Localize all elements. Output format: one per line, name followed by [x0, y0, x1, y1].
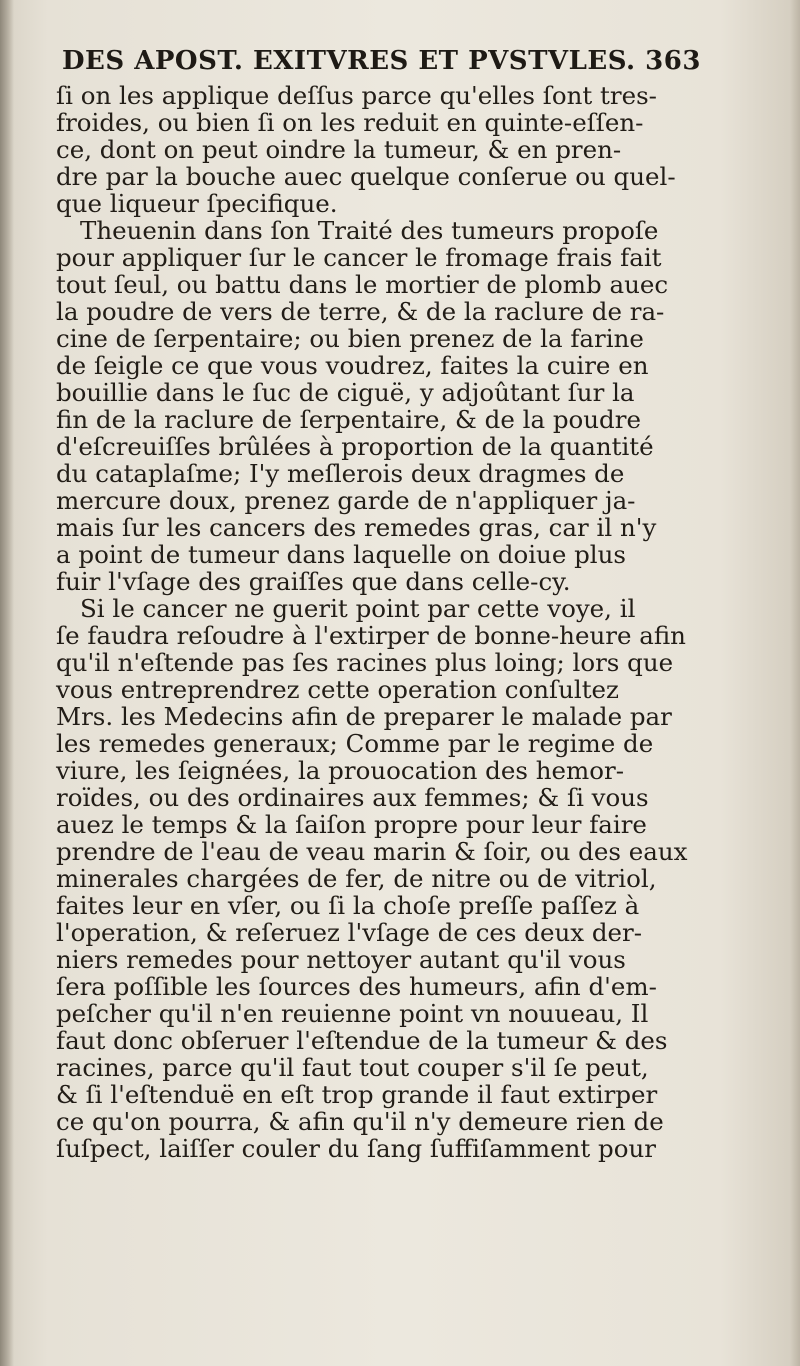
- page-binding-shadow: [0, 0, 14, 1366]
- text-line: racines, parce qu'il faut tout couper s'il ſe peut,: [56, 1053, 649, 1082]
- page-edge-shadow: [790, 0, 800, 1366]
- text-line: ſi on les applique deſſus parce qu'elles ſont tres-: [56, 81, 657, 110]
- running-head: DES APOST. EXITVRES ET PVSTVLES. 363: [62, 46, 701, 76]
- text-line: pour appliquer ſur le cancer le fromage frais fait: [56, 243, 662, 272]
- text-line: de ſeigle ce que vous voudrez, faites la cuire en: [56, 351, 649, 380]
- text-line: les remedes generaux; Comme par le regime de: [56, 729, 654, 758]
- text-line: bouillie dans le ſuc de ciguë, y adjoûtant ſur la: [56, 378, 635, 407]
- text-line: Mrs. les Medecins afin de preparer le malade par: [56, 702, 672, 731]
- text-line: faut donc obſeruer l'eſtendue de la tumeur & des: [56, 1026, 668, 1055]
- text-line: ſuſpect, laiſſer couler du ſang ſuffiſamment pour: [56, 1134, 656, 1163]
- text-line: viure, les ſeignées, la prouocation des hemor-: [56, 756, 624, 785]
- text-line: ſera poſſible les ſources des humeurs, afin d'em-: [56, 972, 657, 1001]
- text-line: tout ſeul, ou battu dans le mortier de plomb auec: [56, 270, 669, 299]
- text-line: roïdes, ou des ordinaires aux femmes; & ſi vous: [56, 783, 649, 812]
- text-line: Theuenin dans ſon Traité des tumeurs propoſe: [80, 216, 659, 245]
- text-line: a point de tumeur dans laquelle on doiue plus: [56, 540, 626, 569]
- text-line: ce, dont on peut oindre la tumeur, & en pren-: [56, 135, 622, 164]
- text-line: cine de ſerpentaire; ou bien prenez de la farine: [56, 324, 644, 353]
- text-line: d'eſcreuiſſes brûlées à proportion de la quantité: [56, 432, 654, 461]
- text-line: minerales chargées de fer, de nitre ou de vitriol,: [56, 864, 657, 893]
- text-line: vous entreprendrez cette operation conſultez: [56, 675, 619, 704]
- body-text: [56, 82, 772, 1162]
- text-line: l'operation, & reſeruez l'vſage de ces deux der-: [56, 918, 643, 947]
- text-line: niers remedes pour nettoyer autant qu'il vous: [56, 945, 626, 974]
- text-line: ſe faudra reſoudre à l'extirper de bonne-heure afin: [56, 621, 686, 650]
- text-line: qu'il n'eſtende pas ſes racines plus loing; lors que: [56, 648, 674, 677]
- text-line: prendre de l'eau de veau marin & ſoir, ou des eaux: [56, 837, 688, 866]
- text-line: Si le cancer ne guerit point par cette voye, il: [80, 594, 636, 623]
- text-line: & ſi l'eſtenduë en eſt trop grande il faut extirper: [56, 1080, 658, 1109]
- text-line: ce qu'on pourra, & afin qu'il n'y demeure rien de: [56, 1107, 664, 1136]
- text-line: fin de la raclure de ſerpentaire, & de la poudre: [56, 405, 641, 434]
- text-line: que liqueur ſpecifique.: [56, 189, 338, 218]
- text-line: fuir l'vſage des graiſſes que dans celle-cy.: [56, 567, 571, 596]
- text-line: faites leur en vſer, ou ſi la choſe preſſe paſſez à: [56, 891, 640, 920]
- text-line: auez le temps & la ſaiſon propre pour leur faire: [56, 810, 647, 839]
- text-line: froides, ou bien ſi on les reduit en quinte-eſſen-: [56, 108, 644, 137]
- text-line: mais ſur les cancers des remedes gras, car il n'y: [56, 513, 657, 542]
- text-line: dre par la bouche auec quelque conſerue ou quel-: [56, 162, 676, 191]
- text-line: mercure doux, prenez garde de n'appliquer ja-: [56, 486, 636, 515]
- text-line: peſcher qu'il n'en reuienne point vn nouueau, Il: [56, 999, 649, 1028]
- text-line: du cataplaſme; I'y meſlerois deux dragmes de: [56, 459, 625, 488]
- text-line: la poudre de vers de terre, & de la raclure de ra-: [56, 297, 665, 326]
